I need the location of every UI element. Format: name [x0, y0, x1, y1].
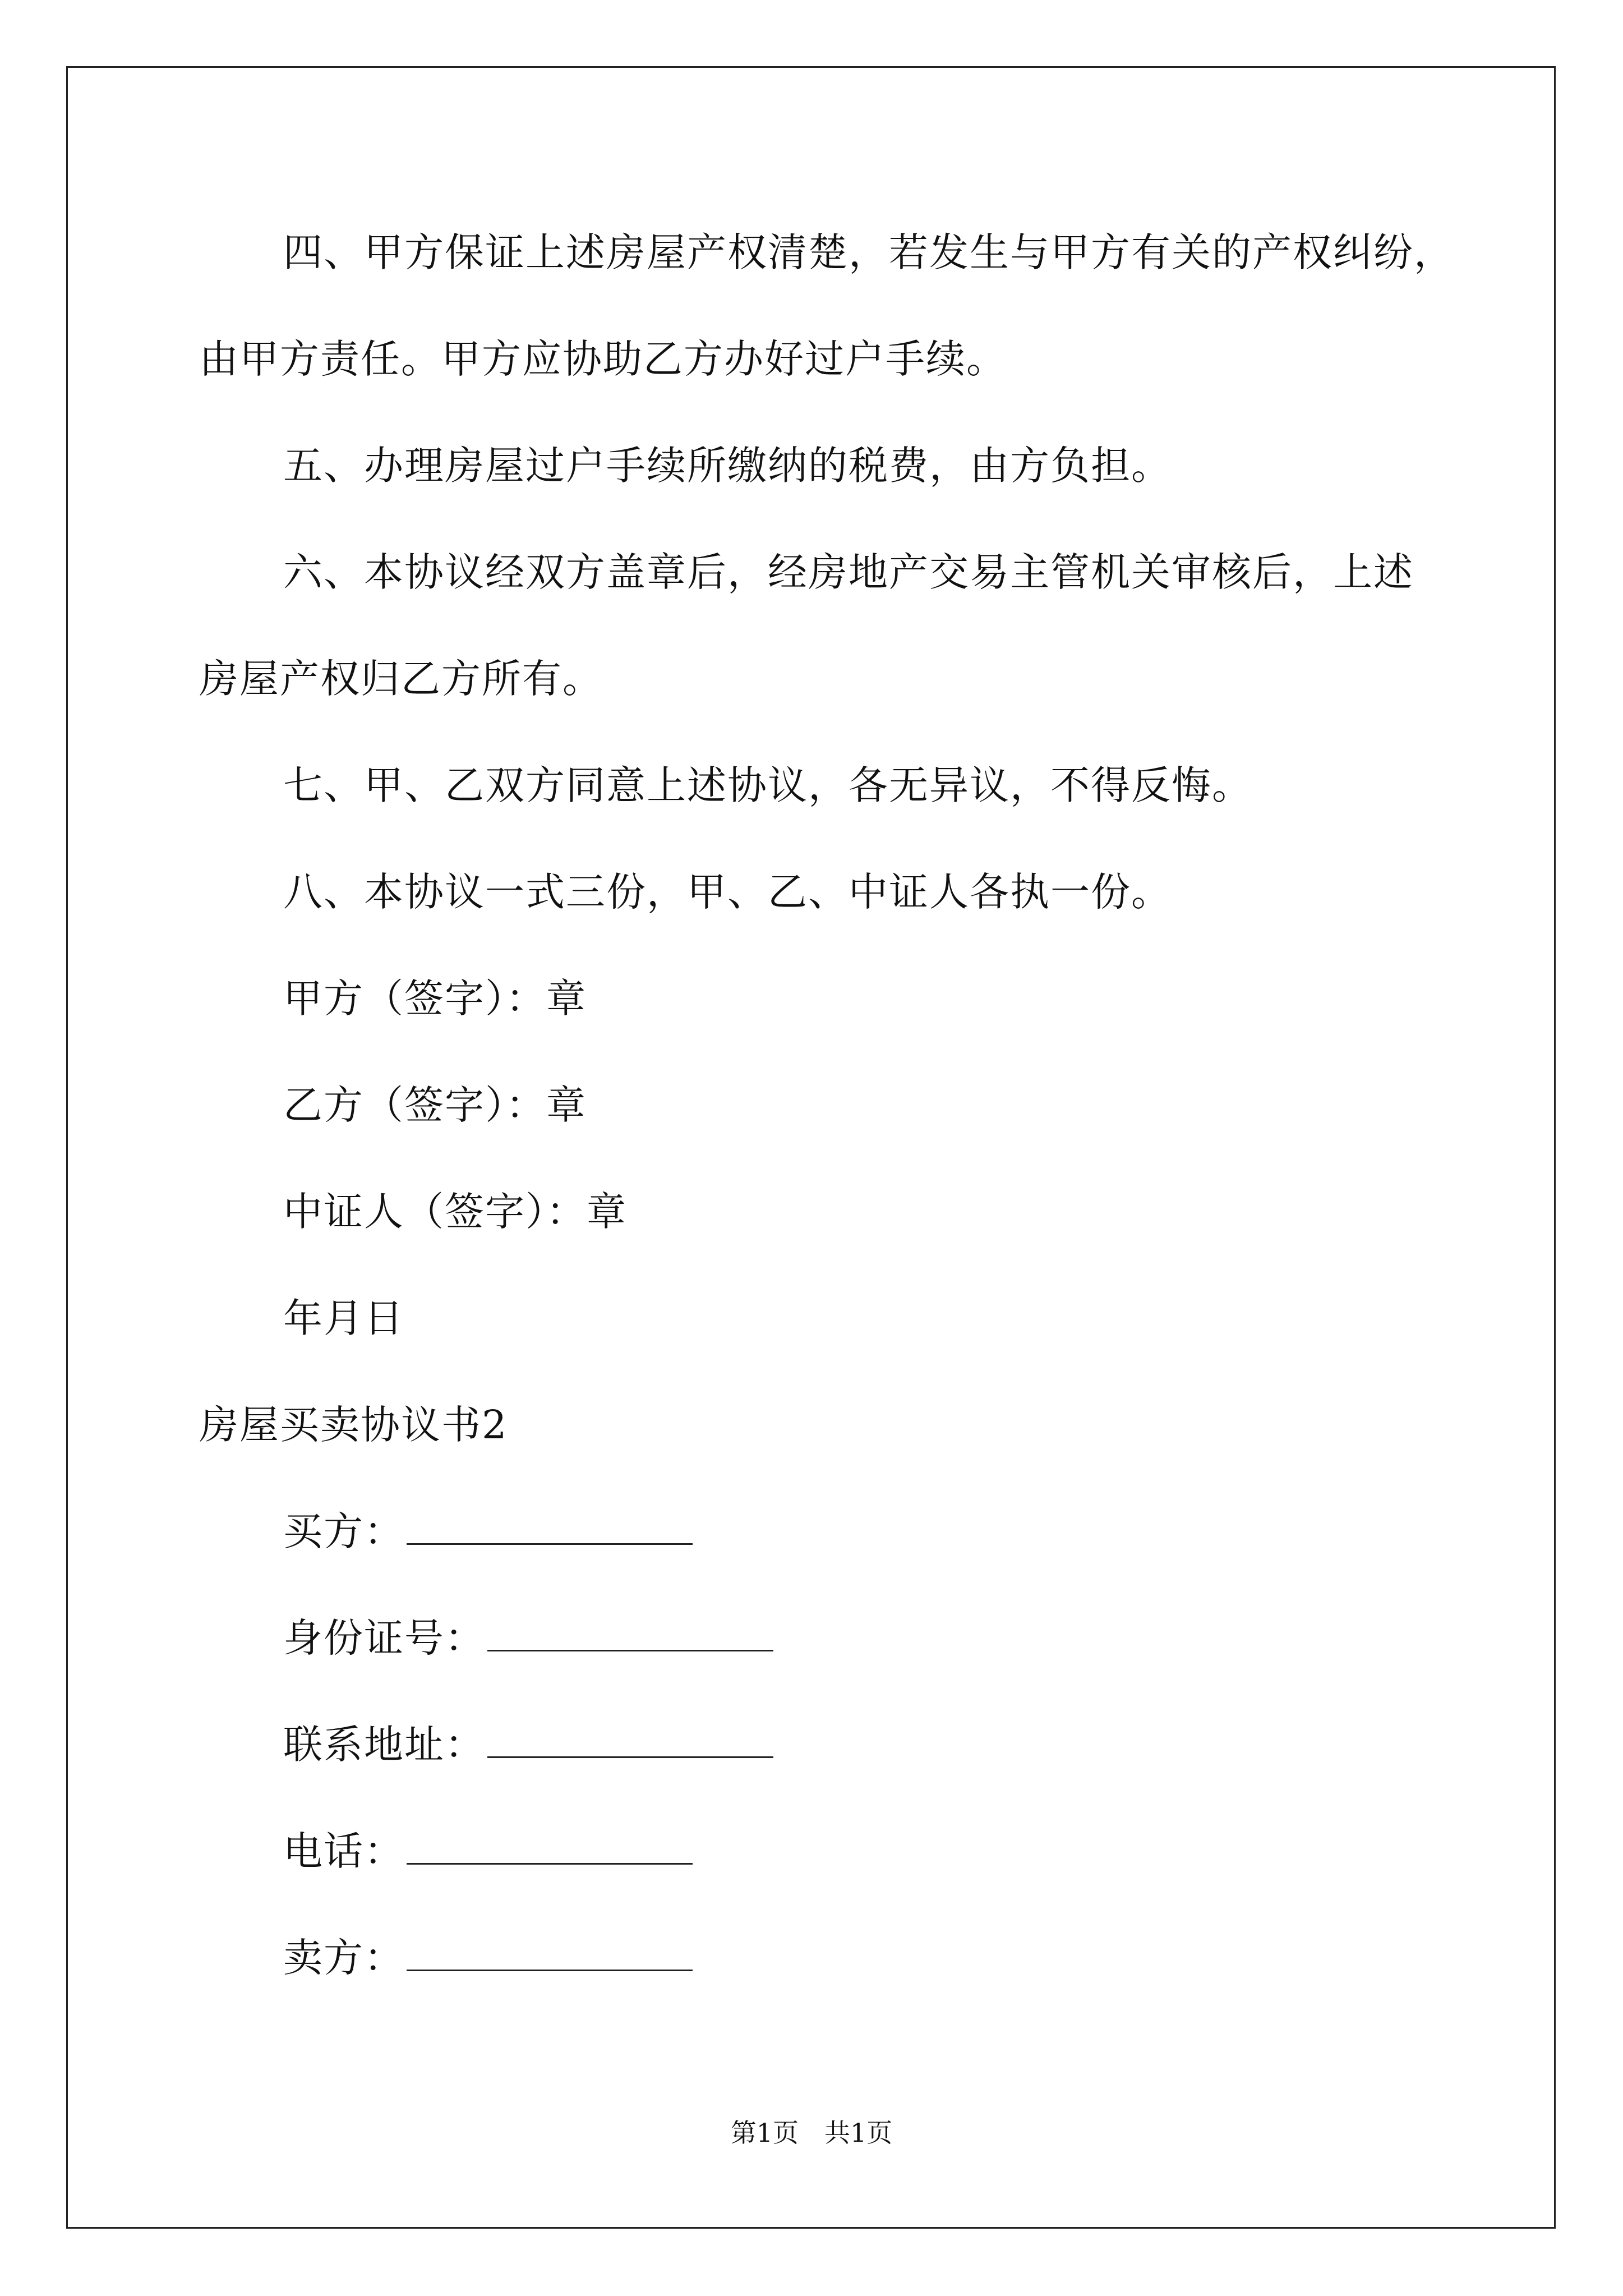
- witness-signature: 中证人（签字）：章: [283, 1189, 627, 1235]
- seller-blank[interactable]: [407, 1935, 693, 1971]
- clause-7: 七、甲、乙双方同意上述协议，各无异议，不得反悔。: [283, 762, 1252, 808]
- id-number-blank[interactable]: [487, 1615, 773, 1651]
- id-number-field: [283, 1613, 773, 1663]
- clause-6-line-2: 房屋产权归乙方所有。: [199, 656, 603, 702]
- section-2-title: 房屋买卖协议书2: [199, 1402, 508, 1448]
- clause-4-line-1: 四、甲方保证上述房屋产权清楚，若发生与甲方有关的产权纠纷，: [283, 229, 1454, 275]
- page-footer: 第1页 共1页: [730, 2118, 893, 2148]
- clause-5: 五、办理房屋过户手续所缴纳的税费，由方负担。: [283, 443, 1172, 489]
- id-number-label: 身份证号：: [283, 1615, 485, 1661]
- clause-4-line-2: 由甲方责任。甲方应协助乙方办好过户手续。: [199, 336, 1007, 382]
- party-a-signature: 甲方（签字）：章: [283, 976, 587, 1022]
- phone-label: 电话：: [283, 1828, 404, 1874]
- buyer-blank[interactable]: [407, 1508, 693, 1545]
- buyer-field: [283, 1506, 693, 1557]
- date-line: 年月日: [283, 1295, 404, 1341]
- phone-blank[interactable]: [407, 1828, 693, 1865]
- phone-field: [283, 1826, 693, 1876]
- party-b-signature: 乙方（签字）：章: [283, 1082, 587, 1128]
- seller-field: [283, 1932, 693, 1983]
- buyer-label: 买方：: [283, 1508, 404, 1554]
- clause-8: 八、本协议一式三份，甲、乙、中证人各执一份。: [283, 869, 1172, 915]
- clause-6-line-1: 六、本协议经双方盖章后，经房地产交易主管机关审核后，上述: [283, 549, 1414, 595]
- address-label: 联系地址：: [283, 1722, 485, 1768]
- page-border: [66, 66, 1556, 2229]
- seller-label: 卖方：: [283, 1935, 404, 1981]
- address-field: [283, 1719, 773, 1770]
- address-blank[interactable]: [487, 1722, 773, 1758]
